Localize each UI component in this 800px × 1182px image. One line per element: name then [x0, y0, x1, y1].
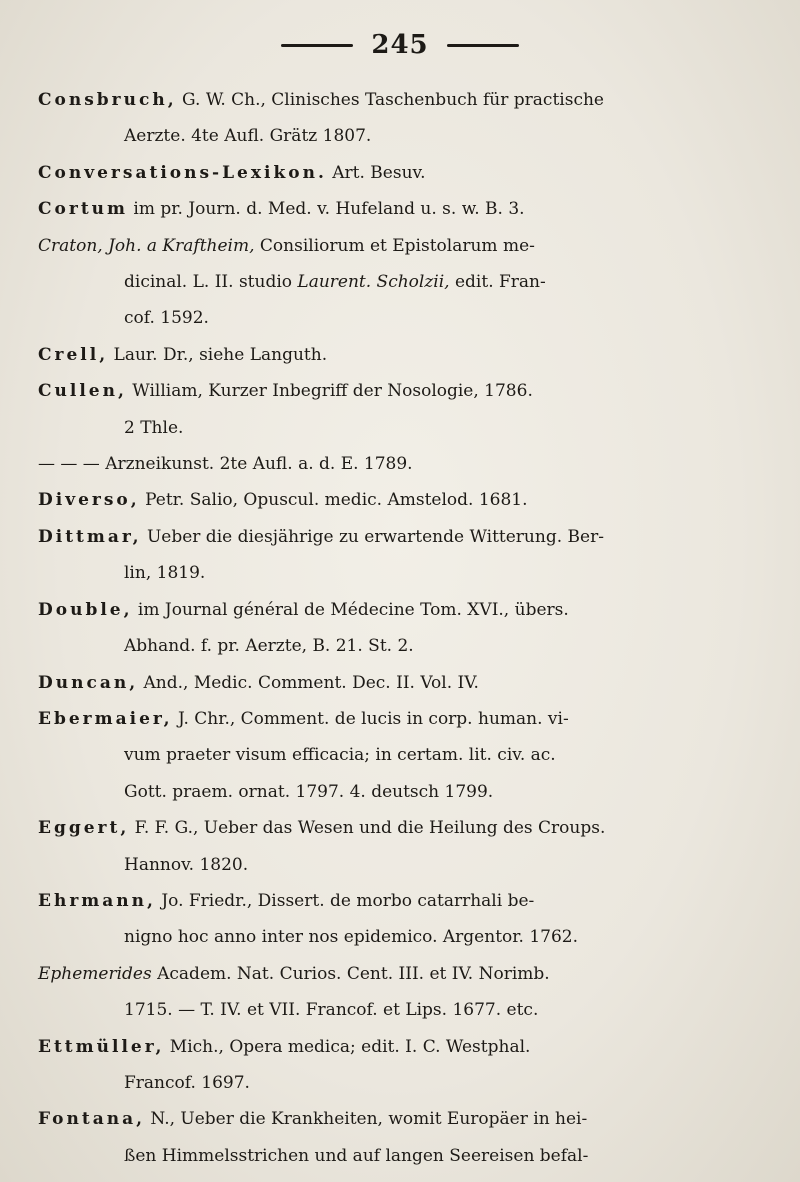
entry-text: Abhand. f. pr. Aerzte, B. 21. St. 2.	[124, 636, 414, 657]
entry-text: Art. Besuv.	[326, 162, 426, 183]
entry-first-line	[38, 155, 732, 191]
bibliography-list	[38, 82, 732, 1174]
entry-first-line	[38, 228, 732, 264]
entry-first-line	[38, 373, 732, 409]
entry-text: lin, 1819.	[124, 563, 206, 584]
entry-first-line	[38, 482, 732, 518]
entry-continuation-line	[38, 410, 732, 446]
entry-author-name: Eggert,	[38, 818, 130, 839]
entry-text: N., Ueber die Krankheiten, womit Europäer in hei-	[145, 1109, 588, 1130]
entry-first-line	[38, 446, 732, 482]
bibliography-entry	[38, 482, 732, 518]
entry-first-line	[38, 1029, 732, 1065]
entry-author-name: Crell,	[38, 344, 109, 365]
bibliography-entry	[38, 883, 732, 956]
entry-text: im pr. Journ. d. Med. v. Hufeland u. s. w. B. 3.	[128, 199, 525, 220]
entry-text: edit. Fran-	[449, 272, 546, 293]
bibliography-entry	[38, 191, 732, 227]
entry-text: Mich., Opera medica; edit. I. C. Westphal.	[164, 1036, 531, 1057]
entry-text: Francof. 1697.	[124, 1072, 250, 1093]
entry-first-line	[38, 701, 732, 737]
bibliography-entry	[38, 665, 732, 701]
bibliography-entry	[38, 956, 732, 1029]
entry-italic-text: Laurent. Scholzii,	[297, 272, 450, 293]
entry-text: nigno hoc anno inter nos epidemico. Argentor. 1762.	[124, 927, 578, 948]
entry-author-name: Fontana,	[38, 1109, 145, 1130]
bibliography-entry	[38, 810, 732, 883]
entry-continuation-line	[38, 737, 732, 773]
entry-author-name: Consbruch,	[38, 90, 177, 110]
entry-continuation-line	[38, 919, 732, 955]
page-header	[0, 30, 800, 60]
bibliography-entry	[38, 446, 732, 482]
entry-text: im Journal général de Médecine Tom. XVI., übers.	[132, 599, 569, 620]
entry-continuation-line	[38, 992, 732, 1028]
bibliography-entry	[38, 1029, 732, 1102]
entry-author-name: Cortum	[38, 199, 129, 220]
page-number: 245	[371, 30, 429, 60]
entry-text: G. W. Ch., Clinisches Taschenbuch für practische	[176, 90, 604, 110]
entry-text: dicinal. L. II. studio	[124, 272, 298, 293]
entry-text: Petr. Salio, Opuscul. medic. Amstelod. 1681.	[139, 490, 528, 511]
entry-author-name: Ettmüller,	[38, 1036, 165, 1057]
entry-text: And., Medic. Comment. Dec. II. Vol. IV.	[138, 672, 479, 693]
entry-text: vum praeter visum efficacia; in certam. lit. civ. ac.	[124, 745, 556, 766]
entry-first-line	[38, 82, 732, 118]
entry-first-line	[38, 810, 732, 846]
bibliography-entry	[38, 337, 732, 373]
entry-text: Ueber die diesjährige zu erwartende Witterung. Ber-	[141, 526, 604, 547]
entry-continuation-line	[38, 847, 732, 883]
entry-text: 2 Thle.	[124, 417, 184, 438]
entry-author-name: Diverso,	[38, 490, 140, 511]
entry-continuation-line	[38, 118, 732, 154]
entry-continuation-line	[38, 1138, 732, 1174]
entry-first-line	[38, 883, 732, 919]
entry-first-line	[38, 592, 732, 628]
entry-author-name: Ehrmann,	[38, 890, 156, 911]
bibliography-entry	[38, 155, 732, 191]
entry-text: — — — Arzneikunst. 2te Aufl. a. d. E. 1789.	[38, 454, 413, 475]
entry-text: Academ. Nat. Curios. Cent. III. et IV. Norimb.	[151, 963, 550, 984]
entry-first-line	[38, 1101, 732, 1137]
entry-first-line	[38, 956, 732, 992]
entry-italic-text: Craton, Joh. a Kraftheim,	[38, 235, 255, 256]
bibliography-entry	[38, 592, 732, 665]
bibliography-entry	[38, 1101, 732, 1174]
entry-text: ßen Himmelsstrichen und auf langen Seereisen befal-	[124, 1145, 589, 1166]
entry-italic-text: Ephemerides	[38, 963, 152, 984]
entry-author-name: Duncan,	[38, 672, 139, 693]
header-rule-right	[447, 44, 519, 47]
entry-text: Aerzte. 4te Aufl. Grätz 1807.	[124, 126, 372, 147]
entry-text: F. F. G., Ueber das Wesen und die Heilung des Croups.	[129, 818, 606, 839]
entry-author-name: Ebermaier,	[38, 708, 173, 729]
entry-text: Gott. praem. ornat. 1797. 4. deutsch 1799.	[124, 781, 494, 802]
entry-text: Hannov. 1820.	[124, 854, 249, 875]
entry-text: William, Kurzer Inbegriff der Nosologie, 1786.	[126, 381, 533, 402]
bibliography-entry	[38, 701, 732, 810]
bibliography-entry	[38, 228, 732, 337]
bibliography-entry	[38, 82, 732, 155]
bibliography-entry	[38, 373, 732, 446]
entry-author-name: Dittmar,	[38, 526, 142, 547]
entry-text: Jo. Friedr., Dissert. de morbo catarrhali be-	[155, 890, 535, 911]
entry-continuation-line	[38, 555, 732, 591]
entry-first-line	[38, 191, 732, 227]
entry-author-name: Conversations-Lexikon.	[38, 162, 327, 183]
entry-first-line	[38, 337, 732, 373]
entry-text: 1715. — T. IV. et VII. Francof. et Lips. 1677. etc.	[124, 1000, 539, 1021]
entry-first-line	[38, 665, 732, 701]
bibliography-entry	[38, 519, 732, 592]
entry-text: cof. 1592.	[124, 308, 209, 329]
entry-author-name: Double,	[38, 599, 133, 620]
entry-continuation-line	[38, 628, 732, 664]
entry-text: Laur. Dr., siehe Languth.	[108, 344, 328, 365]
entry-continuation-line	[38, 774, 732, 810]
entry-text: J. Chr., Comment. de lucis in corp. human. vi-	[172, 708, 569, 729]
entry-author-name: Cullen,	[38, 381, 127, 402]
entry-text: Consiliorum et Epistolarum me-	[254, 235, 535, 256]
entry-continuation-line	[38, 264, 732, 300]
entry-continuation-line	[38, 300, 732, 336]
entry-continuation-line	[38, 1065, 732, 1101]
header-rule-left	[281, 44, 353, 47]
entry-first-line	[38, 519, 732, 555]
